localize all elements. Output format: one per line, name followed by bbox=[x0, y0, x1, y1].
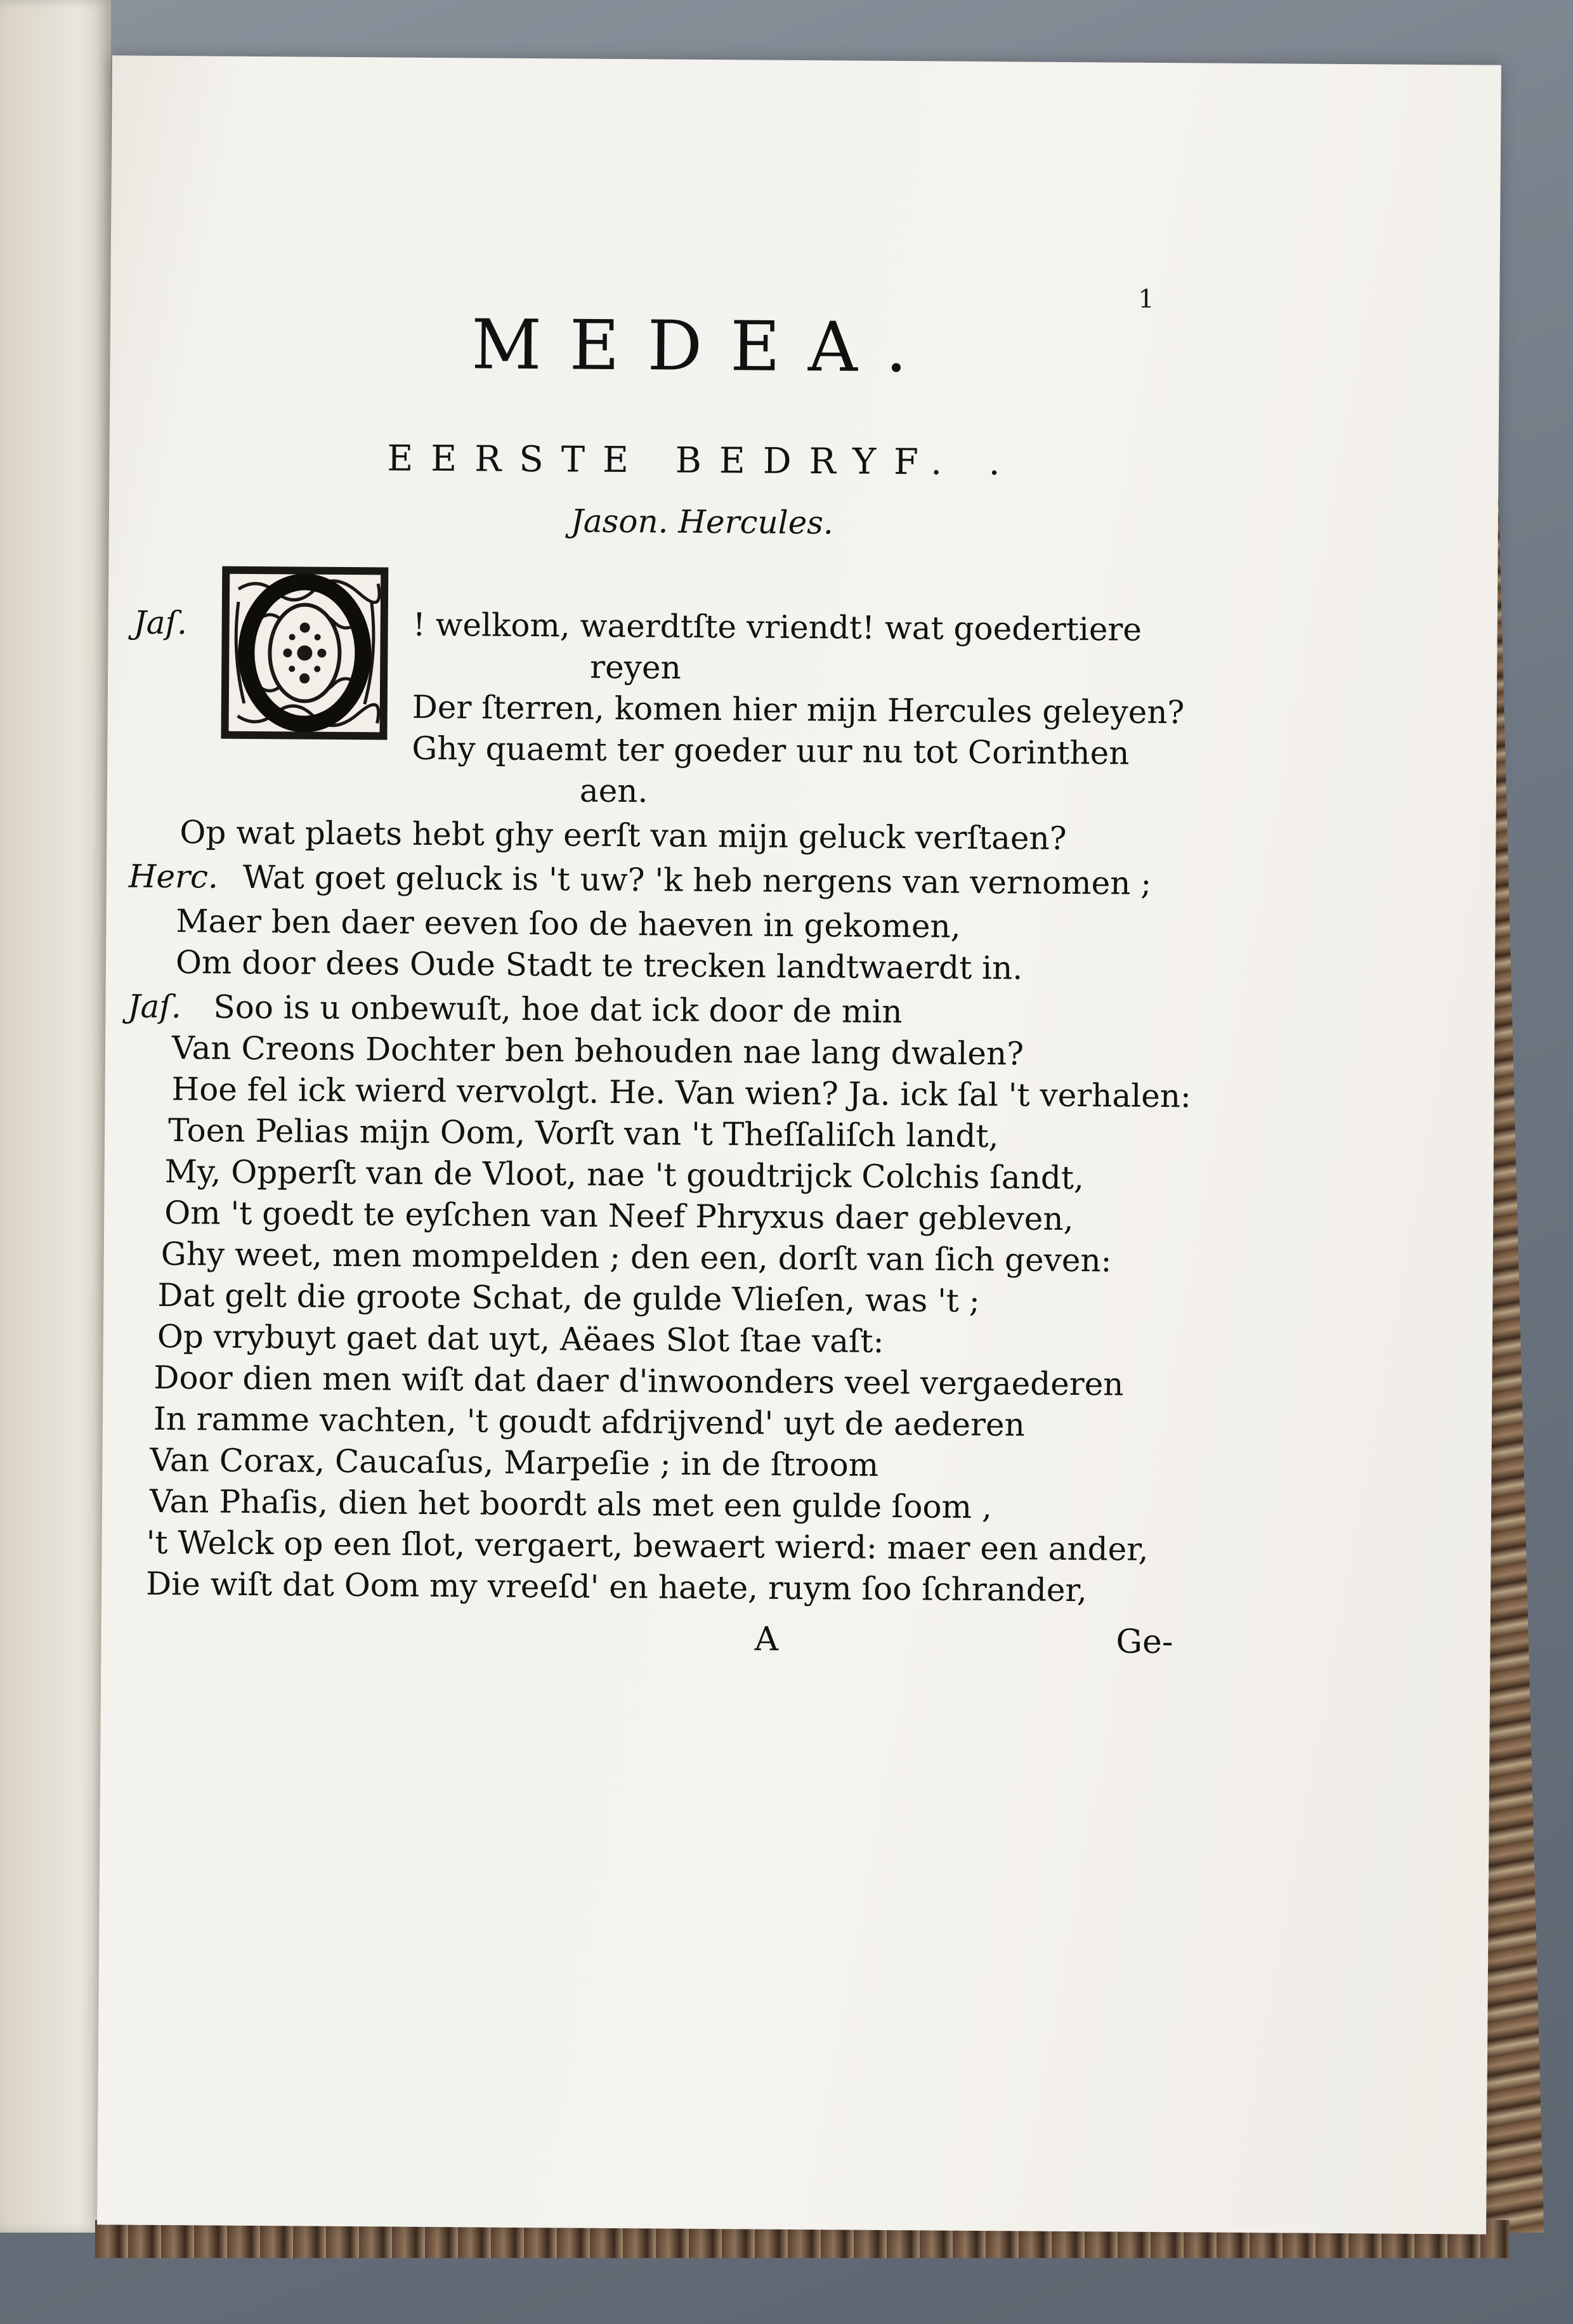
verse-line: Van Corax, Caucaſus, Marpeſie ; in de ſtroom bbox=[150, 1441, 879, 1484]
verse-line: Door dien men wiſt dat daer d'inwoonders veel vergaederen bbox=[153, 1359, 1124, 1403]
play-title: MEDEA. bbox=[471, 305, 936, 388]
signature-mark: A bbox=[754, 1620, 779, 1659]
verse-line: Maer ben daer eeven ſoo de haeven in gekomen, bbox=[176, 903, 961, 945]
catchword: Ge- bbox=[1116, 1622, 1173, 1662]
verse-line: 't Welck op een ſlot, vergaert, bewaert wierd: maer een ander, bbox=[146, 1524, 1149, 1568]
verse-line: aen. bbox=[579, 772, 648, 810]
speakers-heading: Jason. Hercules. bbox=[570, 502, 834, 542]
book-page bbox=[97, 55, 1501, 2234]
verse-line: Op vrybuyt gaet dat uyt, Aëaes Slot ſtae vaſt: bbox=[157, 1317, 884, 1360]
decorated-initial-o bbox=[218, 564, 391, 743]
verse-line: Van Phaſis, dien het boordt als met een gulde ſoom , bbox=[149, 1482, 993, 1526]
speaker-label-hercules: Herc. bbox=[128, 858, 219, 896]
verse-line: In ramme vachten, 't goudt afdrijvend' uyt de aederen bbox=[153, 1400, 1025, 1444]
verse-line: Toen Pelias mijn Oom, Vorſt van 't Theſſaliſch landt, bbox=[167, 1112, 999, 1155]
verse-line: Ghy weet, men mompelden ; den een, dorſt van ſich geven: bbox=[160, 1235, 1112, 1279]
page-number: 1 bbox=[1138, 284, 1154, 314]
act-heading: EERSTE BEDRYF. . bbox=[387, 438, 1018, 484]
verse-line: Soo is u onbewuſt, hoe dat ick door de min bbox=[213, 988, 903, 1031]
verse-line: reyen bbox=[590, 648, 681, 686]
verse-line: ! welkom, waerdtſte vriendt! wat goedertiere bbox=[412, 606, 1142, 648]
verse-line: Op wat plaets hebt ghy eerſt van mijn geluck verſtaen? bbox=[179, 814, 1067, 857]
verse-line: Om door dees Oude Stadt te trecken landtwaerdt in. bbox=[175, 944, 1023, 987]
left-page-edge bbox=[0, 0, 111, 2233]
verse-line: Der ſterren, komen hier mijn Hercules geleyen? bbox=[412, 688, 1185, 731]
verse-line: Dat gelt die groote Schat, de gulde Vlieſen, was 't ; bbox=[157, 1276, 980, 1319]
verse-line: Om 't goedt te eyſchen van Neef Phryxus daer gebleven, bbox=[164, 1194, 1074, 1238]
speaker-label-jason: Jaſ. bbox=[133, 604, 188, 642]
verse-line: Wat goet geluck is 't uw? 'k heb nergens van vernomen ; bbox=[242, 858, 1152, 902]
speaker-label-jason: Jaſ. bbox=[127, 988, 181, 1026]
verse-line: Die wiſt dat Oom my vreeſd' en haete, ruym ſoo ſchrander, bbox=[145, 1565, 1087, 1609]
verse-line: My, Opperſt van de Vloot, nae 't goudtrijck Colchis ſandt, bbox=[164, 1153, 1085, 1197]
verse-line: Ghy quaemt ter goeder uur nu tot Corinthen bbox=[412, 729, 1130, 772]
verse-line: Hoe fel ick wierd vervolgt. He. Van wien? Ja. ick ſal 't verhalen: bbox=[171, 1071, 1192, 1115]
verse-line: Van Creons Dochter ben behouden nae lang dwalen? bbox=[171, 1029, 1024, 1073]
